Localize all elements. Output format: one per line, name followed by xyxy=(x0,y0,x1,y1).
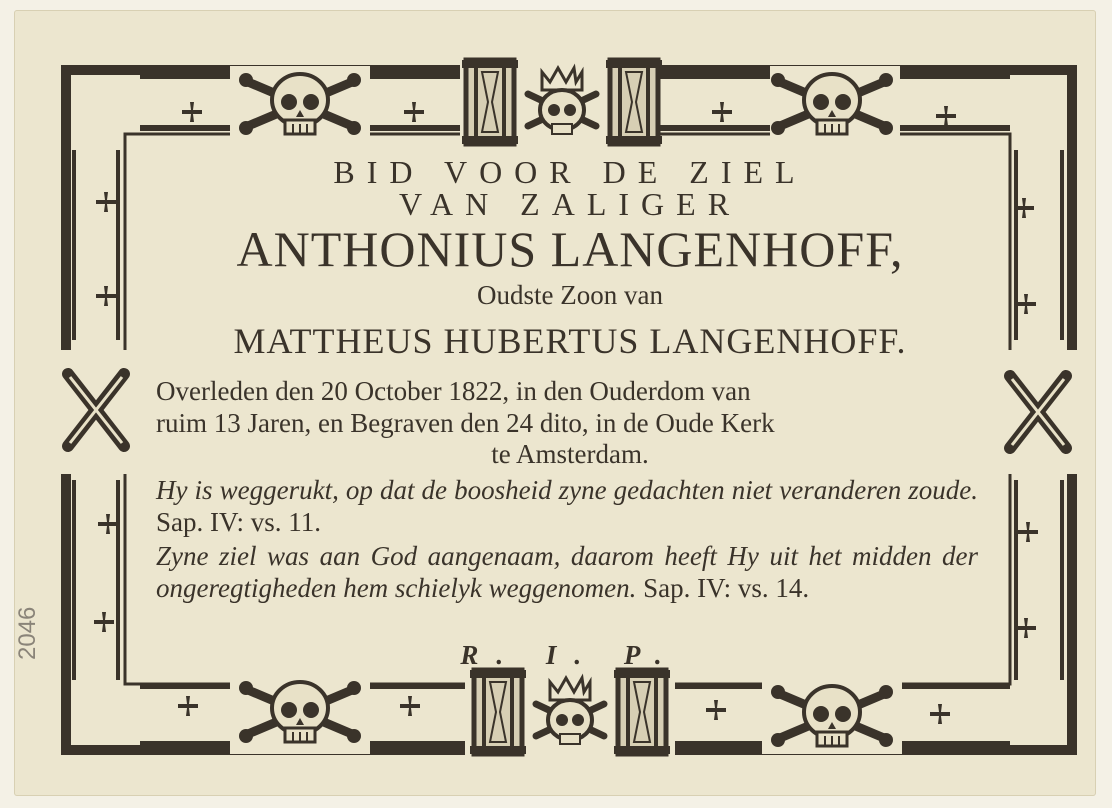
verse-2-reference: Sap. IV: vs. 14. xyxy=(643,573,810,603)
closing-rip: R. I. P. xyxy=(460,640,680,670)
cross-pattee-icon xyxy=(178,696,198,716)
heading-line-2: VAN ZALIGER xyxy=(398,186,742,222)
verse-1-reference: Sap. IV: vs. 11. xyxy=(156,507,321,537)
verse-2-text: Zyne ziel was aan God aangenaam, daarom heeft Hy uit het midden der ongeregtigheden hem schielyk weggenomen. xyxy=(156,541,978,603)
cross-pattee-icon xyxy=(400,696,420,716)
cross-pattee-icon xyxy=(404,102,424,122)
obituary-text xyxy=(156,375,978,439)
cross-pattee-icon xyxy=(96,286,116,306)
cross-pattee-icon xyxy=(94,612,114,632)
obituary-line-1: Overleden den 20 October 1822, in den Ouderdom van xyxy=(156,376,751,406)
cross-pattee-icon xyxy=(712,102,732,122)
deceased-name: ANTHONIUS LANGENHOFF, xyxy=(236,221,904,277)
cross-pattee-icon xyxy=(96,192,116,212)
cross-pattee-icon xyxy=(98,514,118,534)
cross-pattee-icon xyxy=(706,700,726,720)
obituary-line-2: ruim 13 Jaren, en Begraven den 24 dito, in de Oude Kerk xyxy=(156,408,775,438)
cross-pattee-icon xyxy=(930,704,950,724)
father-name: MATTHEUS HUBERTUS LANGENHOFF. xyxy=(233,321,907,361)
hourglass-icon xyxy=(606,60,662,144)
archive-number: 2046 xyxy=(14,606,41,660)
cross-pattee-icon xyxy=(1016,294,1036,314)
cross-pattee-icon xyxy=(1016,618,1036,638)
cross-pattee-icon xyxy=(182,102,202,122)
verse-1-text: Hy is weggerukt, op dat de boosheid zyne gedachten niet veranderen zoude. xyxy=(156,475,978,505)
scripture-verse-1 xyxy=(156,474,978,538)
scripture-verse-2 xyxy=(156,540,978,604)
relation-text: Oudste Zoon van xyxy=(477,280,663,310)
hourglass-icon xyxy=(470,670,526,754)
cross-pattee-icon xyxy=(1018,522,1038,542)
cross-pattee-icon xyxy=(936,106,956,126)
hourglass-icon xyxy=(462,60,518,144)
obituary-line-3: te Amsterdam. xyxy=(491,439,649,469)
heading-line-1: BID VOOR DE ZIEL xyxy=(333,154,807,190)
hourglass-icon xyxy=(614,670,670,754)
